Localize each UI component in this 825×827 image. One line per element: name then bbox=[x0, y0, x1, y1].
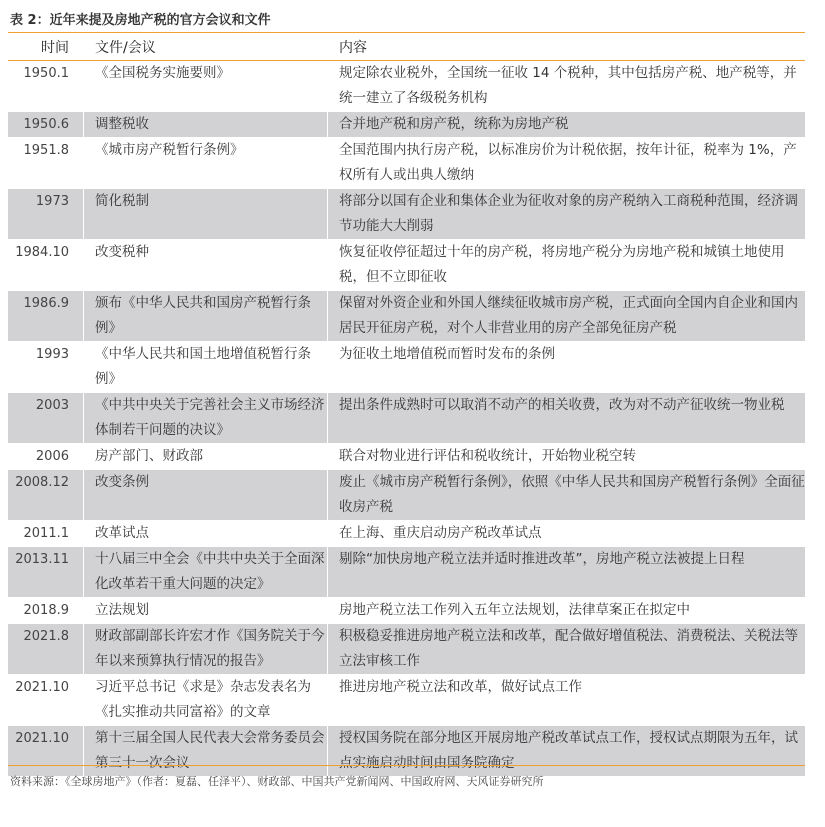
row-content: 在上海、重庆启动房产税改革试点 bbox=[339, 525, 542, 541]
row-document: 《城市房产税暂行条例》 bbox=[84, 138, 328, 188]
row-document: 十八届三中全会《中共中央关于全面深化改革若干重大问题的决定》 bbox=[84, 547, 328, 597]
row-content: 恢复征收停征超过十年的房产税，将房地产税分为房地产税和城镇土地使用税，但不立即征收 bbox=[339, 244, 785, 285]
table-row bbox=[8, 240, 805, 291]
row-time: 2021.10 bbox=[8, 675, 84, 725]
row-time: 2021.10 bbox=[8, 726, 84, 776]
row-time: 1973 bbox=[8, 189, 84, 239]
row-content: 剔除“加快房地产税立法并适时推进改革”，房地产税立法被提上日程 bbox=[339, 551, 745, 567]
table-title: 表 2：近年来提及房地产税的官方会议和文件 bbox=[10, 13, 271, 28]
row-time: 2008.12 bbox=[8, 470, 84, 520]
row-document: 房产部门、财政部 bbox=[84, 444, 328, 469]
row-time: 2013.11 bbox=[8, 547, 84, 597]
table-body bbox=[8, 61, 805, 777]
row-content: 授权国务院在部分地区开展房地产税改革试点工作，授权试点期限为五年，试点实施启动时间由国务院确定 bbox=[339, 730, 798, 771]
table-row bbox=[8, 521, 805, 547]
table-row bbox=[8, 547, 805, 598]
row-content: 将部分以国有企业和集体企业为征收对象的房产税纳入工商税种范围，经济调节功能大大削弱 bbox=[339, 193, 798, 234]
row-time: 1993 bbox=[8, 342, 84, 392]
policy-table bbox=[8, 32, 805, 777]
row-document: 改变税种 bbox=[84, 240, 328, 290]
header-time: 时间 bbox=[41, 39, 69, 56]
row-time: 1984.10 bbox=[8, 240, 84, 290]
row-time: 2021.8 bbox=[8, 624, 84, 674]
row-content: 保留对外资企业和外国人继续征收城市房产税，正式面向全国内自企业和国内居民开征房产税，对个人非营业用的房产全部免征房产税 bbox=[339, 295, 798, 336]
table-row bbox=[8, 470, 805, 521]
row-document: 习近平总书记《求是》杂志发表名为《扎实推动共同富裕》的文章 bbox=[84, 675, 328, 725]
row-document: 立法规划 bbox=[84, 598, 328, 623]
table-row bbox=[8, 291, 805, 342]
table-header bbox=[8, 33, 805, 61]
table-row bbox=[8, 598, 805, 624]
table-row bbox=[8, 444, 805, 470]
row-time: 1951.8 bbox=[8, 138, 84, 188]
row-content: 提出条件成熟时可以取消不动产的相关收费，改为对不动产征收统一物业税 bbox=[339, 397, 785, 413]
row-document: 财政部副部长许宏才作《国务院关于今年以来预算执行情况的报告》 bbox=[84, 624, 328, 674]
row-document: 简化税制 bbox=[84, 189, 328, 239]
row-content: 房地产税立法工作列入五年立法规划，法律草案正在拟定中 bbox=[339, 602, 690, 618]
row-time: 1950.1 bbox=[8, 61, 84, 111]
row-time: 2011.1 bbox=[8, 521, 84, 546]
table-row bbox=[8, 61, 805, 112]
table-bottom-rule bbox=[8, 765, 805, 766]
row-time: 2006 bbox=[8, 444, 84, 469]
row-document: 第十三届全国人民代表大会常务委员会第三十一次会议 bbox=[84, 726, 328, 776]
table-row bbox=[8, 393, 805, 444]
row-time: 1986.9 bbox=[8, 291, 84, 341]
table-row bbox=[8, 112, 805, 138]
row-content: 推进房地产税立法和改革，做好试点工作 bbox=[339, 679, 582, 695]
row-document: 改革试点 bbox=[84, 521, 328, 546]
row-content: 废止《城市房产税暂行条例》，依照《中华人民共和国房产税暂行条例》全面征收房产税 bbox=[339, 474, 805, 515]
row-content: 规定除农业税外，全国统一征收 14 个税种，其中包括房产税、地产税等，并统一建立了各级税务机构 bbox=[339, 65, 797, 106]
row-document: 调整税收 bbox=[84, 112, 328, 137]
row-document: 改变条例 bbox=[84, 470, 328, 520]
table-row bbox=[8, 138, 805, 189]
header-doc: 文件/会议 bbox=[95, 39, 156, 56]
row-time: 2003 bbox=[8, 393, 84, 443]
row-content: 为征收土地增值税而暂时发布的条例 bbox=[339, 346, 555, 362]
row-time: 2018.9 bbox=[8, 598, 84, 623]
row-document: 《中华人民共和国土地增值税暂行条例》 bbox=[84, 342, 328, 392]
row-time: 1950.6 bbox=[8, 112, 84, 137]
row-content: 全国范围内执行房产税，以标准房价为计税依据，按年计征，税率为 1%，产权所有人或出典人缴纳 bbox=[339, 142, 797, 183]
source-note: 资料来源：《全球房地产》（作者：夏磊、任泽平）、财政部、中国共产党新闻网、中国政府网、天风证券研究所 bbox=[10, 775, 544, 788]
table-row bbox=[8, 675, 805, 726]
table-row bbox=[8, 726, 805, 777]
table-row bbox=[8, 624, 805, 675]
row-document: 《中共中央关于完善社会主义市场经济体制若干问题的决议》 bbox=[84, 393, 328, 443]
row-content: 联合对物业进行评估和税收统计，开始物业税空转 bbox=[339, 448, 636, 464]
table-row bbox=[8, 342, 805, 393]
header-content: 内容 bbox=[339, 39, 367, 56]
row-document: 《全国税务实施要则》 bbox=[84, 61, 328, 111]
table-row bbox=[8, 189, 805, 240]
row-content: 积极稳妥推进房地产税立法和改革，配合做好增值税法、消费税法、关税法等立法审核工作 bbox=[339, 628, 798, 669]
row-document: 颁布《中华人民共和国房产税暂行条例》 bbox=[84, 291, 328, 341]
row-content: 合并地产税和房产税，统称为房地产税 bbox=[339, 116, 569, 132]
